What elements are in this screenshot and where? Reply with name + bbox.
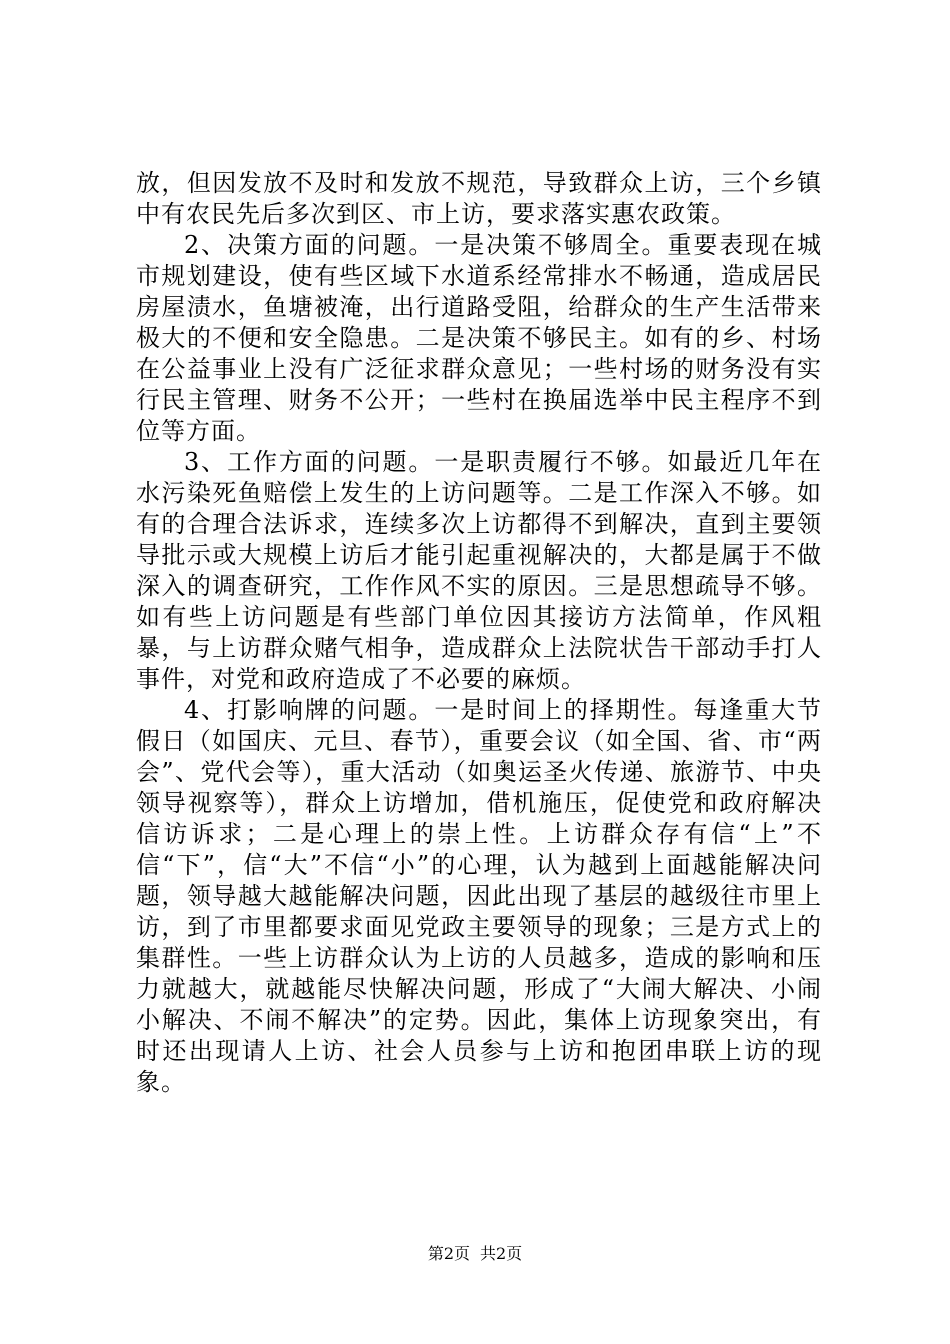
paragraph-influence-issues: 4、打影响牌的问题。一是时间上的择期性。每逢重大节假日（如国庆、元旦、春节），重要会议（如全国、省、市“两会”、党代会等），重大活动（如奥运圣火传递、旅游节、中央领导视察等），群众上访增加，借机施压，促使党和政府解决信访诉求；二是心理上的崇上性。上访群众存有信“上”不信“下”，信“大”不信“小”的心理，认为越到上面越能解决问题，领导越大越能解决问题，因此出现了基层的越级往市里上访，到了市里都要求面见党政主要领导的现象；三是方式上的集群性。一些上访群众认为上访的人员越多，造成的影响和压力就越大，就越能尽快解决问题，形成了“大闹大解决、小闹小解决、不闹不解决”的定势。因此，集体上访现象突出，有时还出现请人上访、社会人员参与上访和抱团串联上访的现象。 <box>136 696 822 1096</box>
paragraph-work-issues: 3、工作方面的问题。一是职责履行不够。如最近几年在水污染死鱼赔偿上发生的上访问题等。二是工作深入不够。如有的合理合法诉求，连续多次上访都得不到解决，直到主要领导批示或大规模上访后才能引起重视解决的，大都是属于不做深入的调查研究，工作作风不实的原因。三是思想疏导不够。如有些上访问题是有些部门单位因其接访方法简单，作风粗暴，与上访群众赌气相争，造成群众上法院状告干部动手打人事件，对党和政府造成了不必要的麻烦。 <box>136 448 822 693</box>
document-body <box>136 168 822 1098</box>
page-footer <box>0 1244 950 1264</box>
paragraph-continued: 放，但因发放不及时和发放不规范，导致群众上访，三个乡镇中有农民先后多次到区、市上访，要求落实惠农政策。 <box>136 169 822 228</box>
paragraph-decision-issues: 2、决策方面的问题。一是决策不够周全。重要表现在城市规划建设，使有些区域下水道系经常排水不畅通，造成居民房屋渍水，鱼塘被淹，出行道路受阻，给群众的生产生活带来极大的不便和安全隐患。二是决策不够民主。如有的乡、村场在公益事业上没有广泛征求群众意见；一些村场的财务没有实行民主管理、财务不公开；一些村在换届选举中民主程序不到位等方面。 <box>136 231 822 445</box>
page-total: 共2页 <box>480 1244 523 1263</box>
page-number: 第2页 <box>427 1244 470 1263</box>
